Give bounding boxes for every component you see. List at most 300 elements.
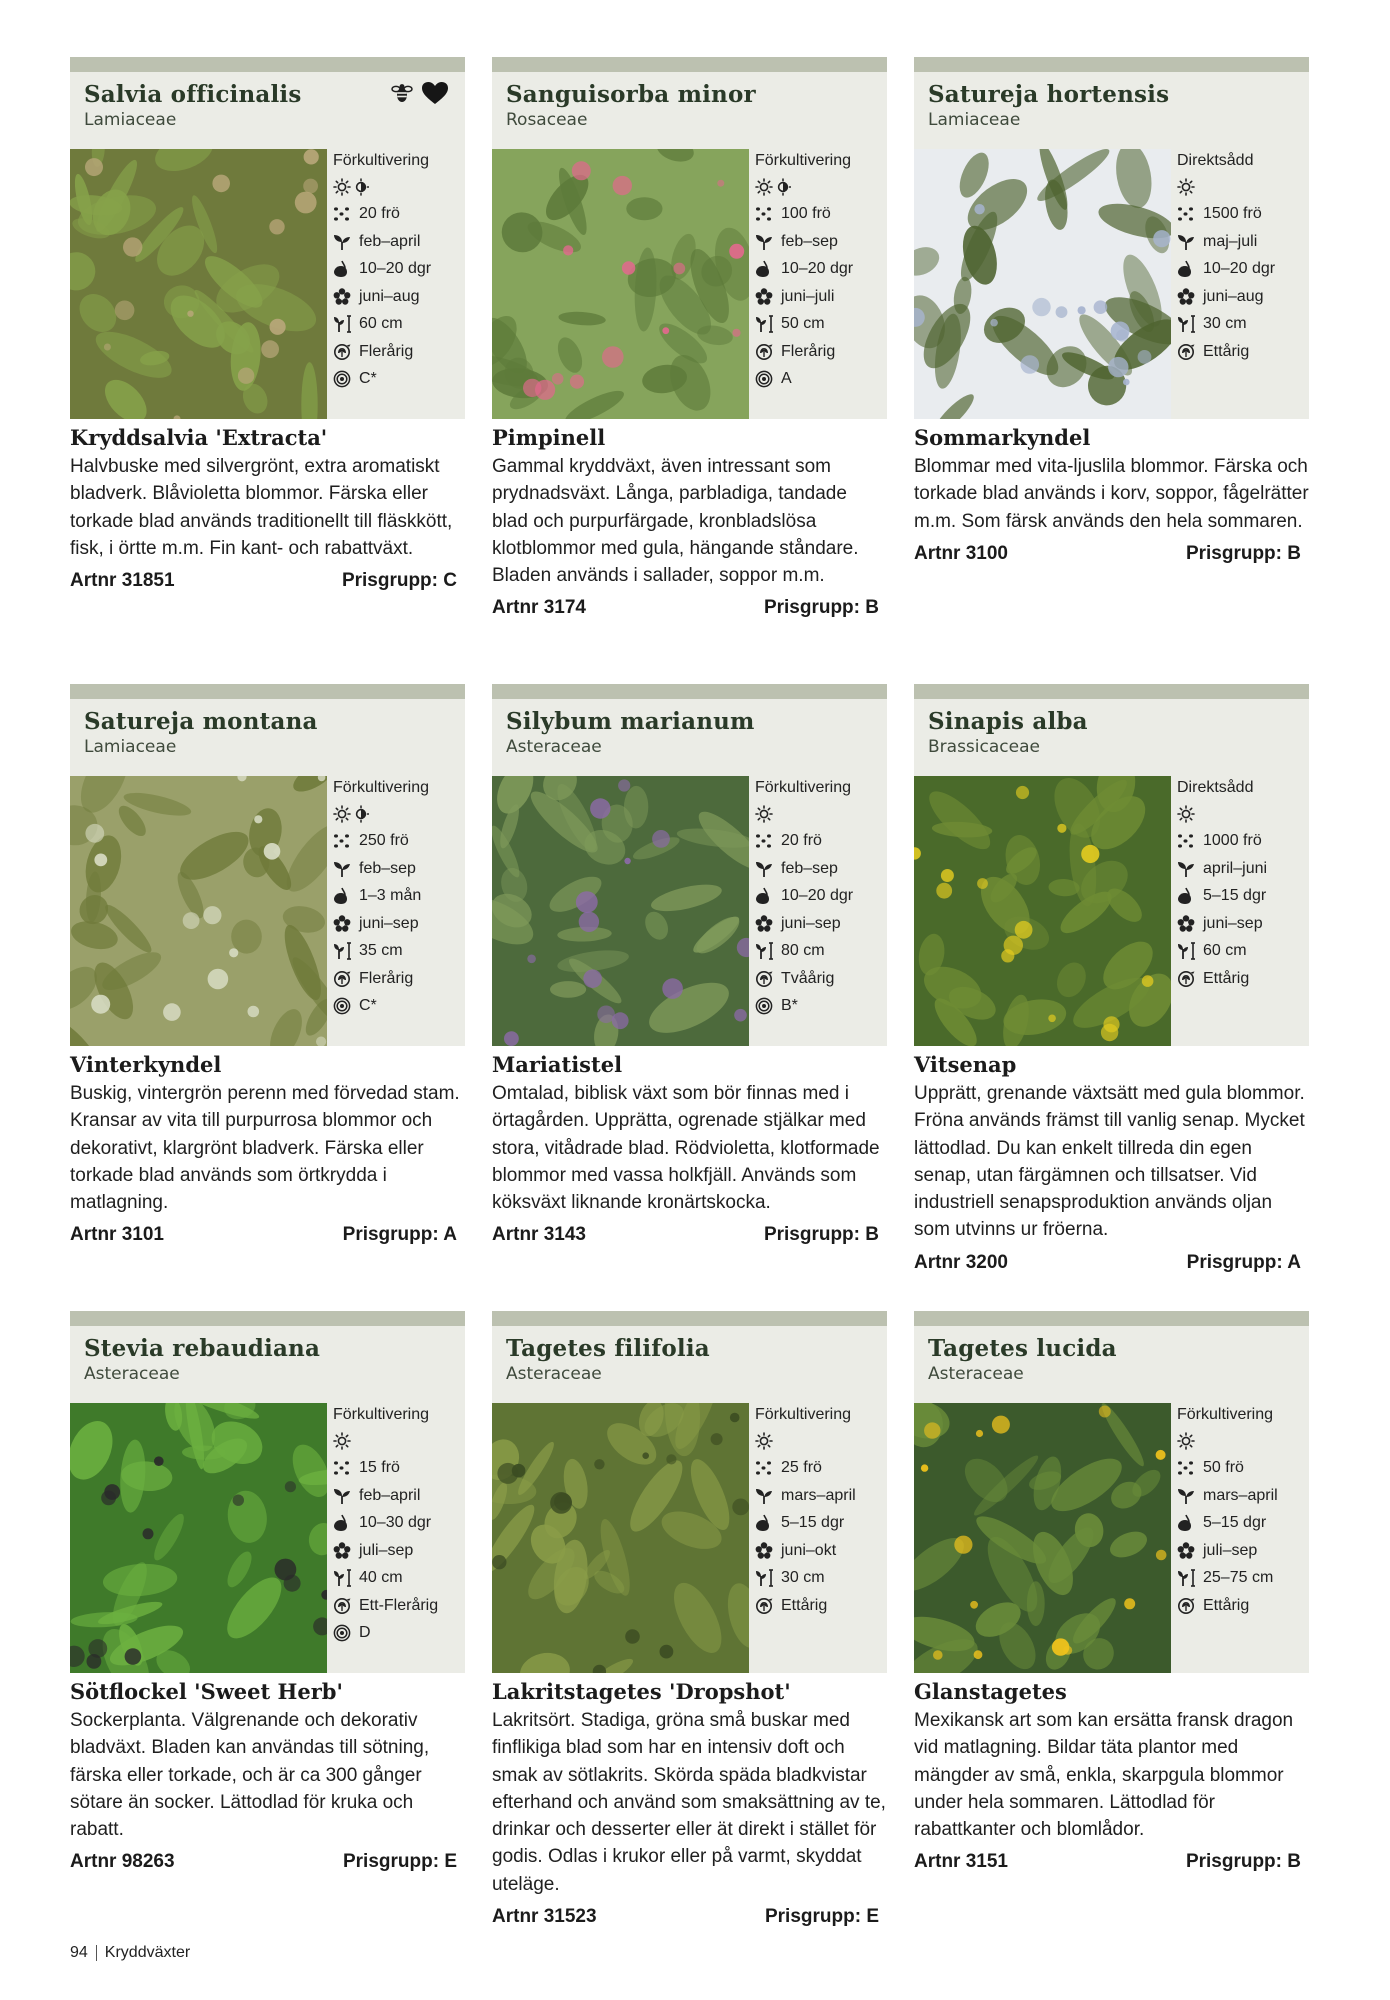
spec-life — [1177, 1592, 1309, 1620]
spec-bloom — [755, 1537, 887, 1565]
lifecycle-icon — [755, 1597, 777, 1615]
seeds-icon — [755, 205, 777, 223]
product-card — [492, 1311, 887, 1928]
description: Omtalad, biblisk växt som bör finnas med i örtagården. Upprätta, ogrenade stjälkar med stora, vitådrade blad. Rödvioletta, klotformade blommor med vassa holkfjäll. Används som köksväxt liknande kronärtskocka. — [492, 1083, 880, 1214]
spec-height — [755, 311, 887, 339]
spec-bloom — [755, 283, 887, 311]
spec-height-value: 50 cm — [781, 315, 825, 333]
spec-life — [755, 1592, 887, 1620]
product-card — [914, 1311, 1309, 1873]
spec-height-value: 40 cm — [359, 1569, 403, 1587]
spec-list — [755, 1403, 887, 1620]
seeds-icon — [333, 832, 355, 850]
cultivation-method: Direktsådd — [1177, 152, 1254, 169]
scientific-name: Tagetes lucida — [928, 1335, 1117, 1362]
spec-life — [1177, 338, 1309, 366]
card-body — [914, 149, 1309, 419]
sun-icon — [755, 805, 773, 823]
page-footer — [70, 1944, 190, 1962]
zone-icon — [333, 370, 355, 388]
flower-icon — [1177, 288, 1199, 306]
product-card — [492, 684, 887, 1246]
price-group: Prisgrupp: B — [1185, 1851, 1301, 1873]
scientific-name: Stevia rebaudiana — [84, 1335, 321, 1362]
sowing-time-icon — [333, 860, 355, 878]
plant-family: Lamiaceae — [84, 737, 177, 757]
article-number: Artnr 31851 — [70, 570, 175, 592]
germination-icon — [333, 887, 355, 905]
plant-photo — [70, 149, 327, 419]
card-body — [914, 1403, 1309, 1673]
plant-photo — [492, 776, 749, 1046]
sun-icon — [1177, 805, 1195, 823]
spec-bloom-value: juni–sep — [781, 914, 841, 932]
card-header — [914, 684, 1309, 776]
spec-bloom — [1177, 283, 1309, 311]
height-icon — [1177, 942, 1199, 960]
seeds-icon — [333, 1459, 355, 1477]
plant-photo — [70, 776, 327, 1046]
sowing-time-icon — [755, 860, 777, 878]
common-name: Glanstagetes — [914, 1679, 1067, 1704]
spec-seeds — [333, 1455, 465, 1483]
germination-icon — [755, 1514, 777, 1532]
sun-icon — [755, 1432, 773, 1450]
article-number: Artnr 3143 — [492, 1224, 586, 1246]
light-icons — [333, 178, 369, 196]
half-sun-icon — [353, 805, 369, 823]
cultivation-method: Förkultivering — [333, 779, 430, 796]
spec-germ — [1177, 1510, 1309, 1538]
card-body — [492, 776, 887, 1046]
sun-icon — [333, 178, 351, 196]
card-body — [914, 776, 1309, 1046]
plant-family: Asteraceae — [506, 1364, 602, 1384]
spec-bloom — [1177, 1537, 1309, 1565]
cultivation-method: Förkultivering — [755, 152, 852, 169]
card-body — [70, 776, 465, 1046]
germination-icon — [1177, 887, 1199, 905]
plant-photo — [914, 149, 1171, 419]
seeds-icon — [1177, 1459, 1199, 1477]
spec-germ-value: 10–30 dgr — [359, 1514, 432, 1532]
spec-sow-value: mars–april — [781, 1486, 856, 1504]
plant-family: Asteraceae — [506, 737, 602, 757]
spec-germ-value: 5–15 dgr — [1203, 887, 1267, 905]
sowing-time-icon — [1177, 860, 1199, 878]
spec-seeds — [755, 201, 887, 229]
spec-germ-value: 10–20 dgr — [359, 260, 432, 278]
spec-sow-value: mars–april — [1203, 1486, 1278, 1504]
description: Gammal kryddväxt, även intressant som prydnadsväxt. Långa, parbladiga, tandade blad och purpurfärgade, kronbladslösa klotblommor med gula, hängande ståndare. Bladen används i sallader, soppor m.m. — [492, 456, 859, 587]
spec-seeds-value: 50 frö — [1203, 1459, 1244, 1477]
sun-icon — [333, 805, 351, 823]
price-group: Prisgrupp: A — [1186, 1251, 1301, 1273]
price-group: Prisgrupp: B — [763, 597, 879, 619]
spec-sow — [755, 228, 887, 256]
spec-life-value: Ettårig — [1203, 969, 1250, 987]
sowing-time-icon — [1177, 233, 1199, 251]
lifecycle-icon — [333, 343, 355, 361]
germination-icon — [755, 887, 777, 905]
price-group: Prisgrupp: B — [763, 1224, 879, 1246]
plant-family: Lamiaceae — [928, 110, 1021, 130]
spec-height — [755, 1565, 887, 1593]
plant-photo — [492, 1403, 749, 1673]
cultivation-method: Förkultivering — [1177, 1406, 1274, 1423]
spec-sow — [1177, 1482, 1309, 1510]
germination-icon — [1177, 260, 1199, 278]
description: Buskig, vintergrön perenn med förvedad stam. Kransar av vita till purpurrosa blommor och dekorativt, klargrönt bladverk. Färska eller torkade blad används som örtkrydda i matlagning. — [70, 1083, 460, 1214]
spec-life — [333, 1592, 465, 1620]
spec-height-value: 30 cm — [781, 1569, 825, 1587]
card-header — [70, 57, 465, 149]
spec-sun — [1177, 1427, 1309, 1455]
description: Sockerplanta. Välgrenande och dekorativ bladväxt. Bladen kan användas till sötning, färska eller torkade, och är ca 300 gånger sötare än socker. Lättodlad för kruka och rabatt. — [70, 1710, 430, 1841]
plant-photo — [70, 1403, 327, 1673]
common-name: Sommarkyndel — [914, 425, 1091, 450]
card-footer — [914, 1851, 1309, 1873]
card-header — [492, 57, 887, 149]
sowing-time-icon — [333, 233, 355, 251]
spec-height-value: 60 cm — [1203, 942, 1247, 960]
half-sun-icon — [353, 178, 369, 196]
light-icons — [755, 1432, 773, 1450]
product-card — [70, 1311, 465, 1873]
spec-height — [1177, 1565, 1309, 1593]
plant-family: Asteraceae — [928, 1364, 1024, 1384]
card-header — [914, 1311, 1309, 1403]
common-name: Kryddsalvia 'Extracta' — [70, 425, 328, 450]
lifecycle-icon — [755, 970, 777, 988]
spec-life-value: Flerårig — [359, 342, 414, 360]
light-icons — [755, 805, 773, 823]
germination-icon — [333, 260, 355, 278]
sun-icon — [755, 178, 773, 196]
spec-life-value: Ettårig — [1203, 1596, 1250, 1614]
product-card — [914, 684, 1309, 1274]
spec-germ-value: 10–20 dgr — [1203, 260, 1276, 278]
seeds-icon — [333, 205, 355, 223]
spec-seeds-value: 25 frö — [781, 1459, 822, 1477]
description: Lakritsört. Stadiga, gröna små buskar med finflikiga blad som har en intensiv doft och smak av sötlakrits. Skörda späda bladkvistar efterhand och använd som smaksättning av te, drinkar och desserter eller ät direkt i stället för godis. Odlas i krukor eller på varmt, skyddat uteläge. — [492, 1710, 886, 1895]
flower-icon — [333, 288, 355, 306]
spec-height — [1177, 311, 1309, 339]
spec-seeds — [1177, 828, 1309, 856]
spec-list — [755, 149, 887, 393]
card-body — [492, 149, 887, 419]
cultivation-method: Förkultivering — [333, 1406, 430, 1423]
plant-photo — [914, 1403, 1171, 1673]
spec-bloom — [333, 283, 465, 311]
spec-sun — [1177, 800, 1309, 828]
seeds-icon — [755, 1459, 777, 1477]
heart-icon — [421, 81, 449, 105]
spec-bloom-value: juli–sep — [359, 1541, 414, 1559]
price-group: Prisgrupp: E — [342, 1851, 457, 1873]
seeds-icon — [1177, 832, 1199, 850]
spec-sow — [755, 855, 887, 883]
spec-life — [1177, 965, 1309, 993]
seeds-icon — [1177, 205, 1199, 223]
height-icon — [1177, 315, 1199, 333]
spec-height — [333, 938, 465, 966]
light-icons — [1177, 805, 1195, 823]
card-footer — [492, 1906, 887, 1928]
cultivation-method: Förkultivering — [755, 779, 852, 796]
spec-bloom-value: juni–juli — [781, 287, 835, 305]
card-body — [70, 149, 465, 419]
price-group: Prisgrupp: B — [1185, 542, 1301, 564]
spec-bloom-value: juni–aug — [359, 287, 420, 305]
spec-sow-value: feb–sep — [781, 859, 838, 877]
spec-life-value: Flerårig — [359, 969, 414, 987]
spec-zone-value: C* — [359, 370, 377, 388]
spec-height — [333, 1565, 465, 1593]
card-body — [70, 1403, 465, 1673]
spec-sow-value: feb–april — [359, 1486, 421, 1504]
common-name: Sötflockel 'Sweet Herb' — [70, 1679, 343, 1704]
light-icons — [1177, 178, 1195, 196]
card-footer — [70, 570, 465, 592]
spec-bloom-value: juni–sep — [359, 914, 419, 932]
spec-sun — [333, 800, 465, 828]
card-header — [70, 1311, 465, 1403]
article-number: Artnr 3151 — [914, 1851, 1008, 1873]
plant-photo — [492, 149, 749, 419]
product-card — [492, 57, 887, 619]
spec-list — [333, 149, 465, 393]
spec-seeds-value: 1000 frö — [1203, 832, 1262, 850]
spec-zone — [755, 366, 887, 394]
height-icon — [755, 1569, 777, 1587]
spec-bloom-value: juni–aug — [1203, 287, 1264, 305]
lifecycle-icon — [755, 343, 777, 361]
spec-sun — [333, 1427, 465, 1455]
card-footer — [70, 1851, 465, 1873]
description: Mexikansk art som kan ersätta fransk dragon vid matlagning. Bildar täta plantor med mängder av små, enkla, skarpgula blommor under hela sommaren. Lättodlad för rabattkanter och blomlådor. — [914, 1710, 1294, 1841]
scientific-name: Tagetes filifolia — [506, 1335, 710, 1362]
product-card — [70, 57, 465, 592]
zone-icon — [333, 997, 355, 1015]
cultivation-method: Förkultivering — [333, 152, 430, 169]
article-number: Artnr 3100 — [914, 542, 1008, 564]
article-number: Artnr 31523 — [492, 1906, 597, 1928]
article-number: Artnr 98263 — [70, 1851, 175, 1873]
common-name: Vitsenap — [914, 1052, 1017, 1077]
spec-sow — [1177, 228, 1309, 256]
spec-zone-value: C* — [359, 997, 377, 1015]
zone-icon — [333, 1624, 355, 1642]
spec-zone-value: D — [359, 1624, 371, 1642]
spec-seeds — [333, 828, 465, 856]
spec-list — [333, 776, 465, 1020]
article-number: Artnr 3174 — [492, 597, 586, 619]
spec-seeds-value: 100 frö — [781, 205, 831, 223]
spec-bloom — [1177, 910, 1309, 938]
price-group: Prisgrupp: C — [341, 570, 457, 592]
card-footer — [914, 543, 1309, 565]
spec-sow — [755, 1482, 887, 1510]
spec-germ-value: 10–20 dgr — [781, 887, 854, 905]
spec-life-value: Tvåårig — [781, 969, 835, 987]
spec-germ — [1177, 883, 1309, 911]
scientific-name: Satureja hortensis — [928, 81, 1170, 108]
product-grid — [70, 57, 1323, 1937]
scientific-name: Sinapis alba — [928, 708, 1088, 735]
flower-icon — [1177, 915, 1199, 933]
spec-list — [1177, 1403, 1309, 1620]
spec-zone-value: B* — [781, 997, 798, 1015]
spec-germ-value: 5–15 dgr — [781, 1514, 845, 1532]
sowing-time-icon — [1177, 1487, 1199, 1505]
common-name: Pimpinell — [492, 425, 606, 450]
spec-bloom-value: juni–okt — [781, 1541, 837, 1559]
spec-life-value: Flerårig — [781, 342, 836, 360]
height-icon — [755, 315, 777, 333]
spec-seeds-value: 15 frö — [359, 1459, 400, 1477]
spec-height-value: 80 cm — [781, 942, 825, 960]
page-number: 94 — [70, 1944, 88, 1961]
spec-zone — [333, 1620, 465, 1648]
spec-bloom-value: juli–sep — [1203, 1541, 1258, 1559]
spec-zone — [755, 993, 887, 1021]
spec-germ — [333, 883, 465, 911]
spec-germ — [755, 1510, 887, 1538]
article-number: Artnr 3200 — [914, 1251, 1008, 1273]
sowing-time-icon — [333, 1487, 355, 1505]
spec-germ — [333, 1510, 465, 1538]
price-group: Prisgrupp: E — [764, 1906, 879, 1928]
card-header — [492, 1311, 887, 1403]
spec-life — [333, 965, 465, 993]
spec-zone — [333, 993, 465, 1021]
spec-sun — [333, 173, 465, 201]
flower-icon — [1177, 1542, 1199, 1560]
spec-zone — [333, 366, 465, 394]
spec-zone-value: A — [781, 370, 792, 388]
scientific-name: Salvia officinalis — [84, 81, 302, 108]
flower-icon — [333, 915, 355, 933]
spec-sow-value: feb–april — [359, 232, 421, 250]
scientific-name: Silybum marianum — [506, 708, 755, 735]
germination-icon — [333, 1514, 355, 1532]
light-icons — [1177, 1432, 1195, 1450]
plant-family: Brassicaceae — [928, 737, 1040, 757]
spec-sow-value: feb–sep — [359, 859, 416, 877]
spec-germ — [755, 883, 887, 911]
spec-seeds-value: 20 frö — [359, 205, 400, 223]
spec-sun — [1177, 173, 1309, 201]
height-icon — [333, 1569, 355, 1587]
product-card — [914, 57, 1309, 565]
sun-icon — [1177, 178, 1195, 196]
spec-life-value: Ett-Flerårig — [359, 1596, 439, 1614]
spec-life — [333, 338, 465, 366]
sowing-time-icon — [755, 233, 777, 251]
lifecycle-icon — [1177, 1597, 1199, 1615]
spec-list — [1177, 776, 1309, 993]
spec-seeds-value: 1500 frö — [1203, 205, 1262, 223]
spec-height-value: 25–75 cm — [1203, 1569, 1274, 1587]
spec-germ — [755, 256, 887, 284]
flower-icon — [755, 288, 777, 306]
spec-sow-value: april–juni — [1203, 859, 1268, 877]
lifecycle-icon — [333, 1597, 355, 1615]
common-name: Mariatistel — [492, 1052, 623, 1077]
card-footer — [492, 1224, 887, 1246]
spec-bloom — [333, 1537, 465, 1565]
sun-icon — [333, 1432, 351, 1450]
spec-seeds — [1177, 1455, 1309, 1483]
spec-germ — [333, 256, 465, 284]
zone-icon — [755, 997, 777, 1015]
spec-sow — [1177, 855, 1309, 883]
spec-height-value: 30 cm — [1203, 315, 1247, 333]
light-icons — [333, 805, 369, 823]
spec-bloom — [755, 910, 887, 938]
spec-bloom-value: juni–sep — [1203, 914, 1263, 932]
spec-seeds — [755, 1455, 887, 1483]
spec-sow — [333, 1482, 465, 1510]
spec-sun — [755, 800, 887, 828]
article-number: Artnr 3101 — [70, 1224, 164, 1246]
lifecycle-icon — [1177, 970, 1199, 988]
common-name: Lakritstagetes 'Dropshot' — [492, 1679, 791, 1704]
bee-icon — [391, 82, 413, 104]
common-name: Vinterkyndel — [70, 1052, 222, 1077]
description: Upprätt, grenande växtsätt med gula blommor. Fröna används främst till vanlig senap. Mycket lättodlad. Du kan enkelt tillreda din egen senap, utan färgämnen och tillsatser. Vid industriell senapsproduktion används oljan som utvinns ur fröerna. — [914, 1083, 1305, 1241]
plant-photo — [914, 776, 1171, 1046]
spec-seeds — [333, 201, 465, 229]
spec-seeds — [1177, 201, 1309, 229]
description: Blommar med vita-ljuslila blommor. Färska och torkade blad används i korv, soppor, fågelrätter m.m. Som färsk används den hela sommaren. — [914, 456, 1309, 532]
description: Halvbuske med silvergrönt, extra aromatiskt bladverk. Blåvioletta blommor. Färska eller torkade blad används traditionellt till fläskkött, fisk, i örtte m.m. Fin kant- och rabattväxt. — [70, 456, 453, 559]
germination-icon — [1177, 1514, 1199, 1532]
seeds-icon — [755, 832, 777, 850]
plant-family: Asteraceae — [84, 1364, 180, 1384]
height-icon — [1177, 1569, 1199, 1587]
spec-height-value: 60 cm — [359, 315, 403, 333]
height-icon — [755, 942, 777, 960]
flower-icon — [333, 1542, 355, 1560]
card-body — [492, 1403, 887, 1673]
badge-group — [391, 81, 449, 105]
spec-seeds-value: 20 frö — [781, 832, 822, 850]
spec-list — [333, 1403, 465, 1647]
lifecycle-icon — [1177, 343, 1199, 361]
height-icon — [333, 942, 355, 960]
zone-icon — [755, 370, 777, 388]
card-header — [70, 684, 465, 776]
height-icon — [333, 315, 355, 333]
spec-height — [755, 938, 887, 966]
spec-sun — [755, 173, 887, 201]
product-card — [70, 684, 465, 1246]
spec-sow-value: feb–sep — [781, 232, 838, 250]
footer-divider — [96, 1945, 97, 1961]
spec-life — [755, 338, 887, 366]
card-footer — [914, 1252, 1309, 1274]
spec-list — [755, 776, 887, 1020]
light-icons — [333, 1432, 351, 1450]
spec-germ-value: 10–20 dgr — [781, 260, 854, 278]
spec-germ-value: 5–15 dgr — [1203, 1514, 1267, 1532]
scientific-name: Satureja montana — [84, 708, 318, 735]
spec-height — [333, 311, 465, 339]
spec-seeds-value: 250 frö — [359, 832, 409, 850]
spec-height-value: 35 cm — [359, 942, 403, 960]
